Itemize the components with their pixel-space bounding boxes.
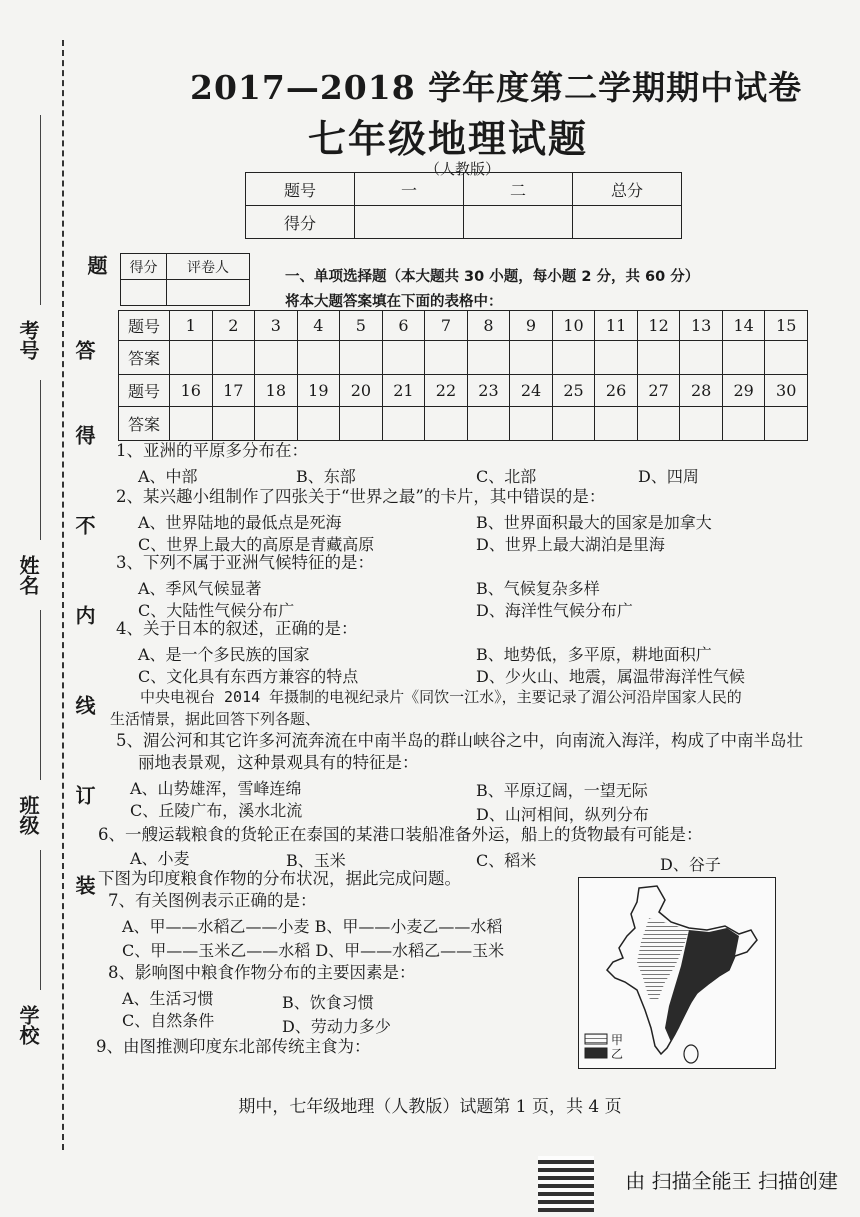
score-table-cell[interactable] — [355, 206, 464, 239]
grid-qnum: 16 — [170, 375, 213, 407]
school-label: 学校 — [16, 1005, 40, 1045]
grid-qnum: 17 — [212, 375, 255, 407]
answer-grid-qlabel: 题号 — [119, 375, 170, 407]
answer-cell[interactable] — [510, 407, 553, 441]
question-7-options-ab[interactable]: A、甲——水稻乙——小麦 B、甲——小麦乙——水稻 — [122, 917, 503, 936]
question-6-option-b[interactable]: B、玉米 — [286, 851, 346, 870]
seal-char-ding: 订 — [72, 785, 96, 805]
answer-cell[interactable] — [255, 341, 298, 375]
answer-cell[interactable] — [637, 407, 680, 441]
question-8-option-c[interactable]: C、自然条件 — [122, 1011, 215, 1030]
answer-cell[interactable] — [680, 341, 723, 375]
question-8-option-b[interactable]: B、饮食习惯 — [282, 993, 374, 1012]
sri-lanka-outline — [684, 1045, 698, 1063]
answer-grid — [118, 310, 808, 441]
grid-qnum: 6 — [382, 311, 425, 341]
grid-qnum: 9 — [510, 311, 553, 341]
question-1-option-b[interactable]: B、东部 — [296, 467, 356, 486]
qr-code-icon — [538, 1156, 594, 1212]
answer-cell[interactable] — [382, 407, 425, 441]
grid-qnum: 19 — [297, 375, 340, 407]
question-8-option-a[interactable]: A、生活习惯 — [122, 989, 214, 1008]
question-3-stem: 3、下列不属于亚洲气候特征的是： — [116, 553, 374, 572]
scanner-watermark: 由 扫描全能王 扫描创建 — [625, 1169, 838, 1193]
answer-cell[interactable] — [680, 407, 723, 441]
question-7-stem: 7、有关图例表示正确的是： — [108, 891, 317, 910]
seal-char-ti: 题 — [84, 255, 108, 275]
question-1-stem: 1、亚洲的平原多分布在： — [116, 441, 308, 460]
grid-qnum: 25 — [552, 375, 595, 407]
question-2-option-c[interactable]: C、世界上最大的高原是青藏高原 — [138, 535, 375, 554]
seal-char-de: 得 — [72, 425, 96, 445]
grid-qnum: 21 — [382, 375, 425, 407]
answer-grid-alabel: 答案 — [119, 341, 170, 375]
name-line — [40, 380, 41, 540]
question-9-stem: 9、由图推测印度东北部传统主食为： — [96, 1037, 371, 1056]
answer-cell[interactable] — [722, 341, 765, 375]
question-6-option-c[interactable]: C、稻米 — [476, 851, 537, 870]
question-5-option-b[interactable]: B、平原辽阔，一望无际 — [476, 781, 648, 800]
answer-cell[interactable] — [765, 341, 808, 375]
grid-qnum: 14 — [722, 311, 765, 341]
school-line — [40, 850, 41, 990]
section1-heading: 一、单项选择题（本大题共 30 小题，每小题 2 分，共 60 分） — [285, 269, 700, 285]
legend-label-jia: 甲 — [611, 1033, 624, 1047]
question-4-option-b[interactable]: B、地势低，多平原，耕地面积广 — [476, 645, 712, 664]
legend-swatch-yi — [585, 1048, 607, 1058]
question-7-options-cd[interactable]: C、甲——玉米乙——水稻 D、甲——水稻乙——玉米 — [122, 941, 505, 960]
answer-cell[interactable] — [510, 341, 553, 375]
seal-char-nei: 内 — [72, 605, 96, 625]
grid-qnum: 10 — [552, 311, 595, 341]
answer-cell[interactable] — [297, 407, 340, 441]
answer-cell[interactable] — [467, 407, 510, 441]
answer-cell[interactable] — [170, 341, 213, 375]
grid-qnum: 22 — [425, 375, 468, 407]
grader-name-cell[interactable] — [167, 280, 250, 306]
india-crop-map — [578, 877, 776, 1069]
answer-cell[interactable] — [722, 407, 765, 441]
grader-name-label: 评卷人 — [167, 254, 250, 280]
grid-qnum: 28 — [680, 375, 723, 407]
grid-qnum: 8 — [467, 311, 510, 341]
legend-label-yi: 乙 — [611, 1047, 624, 1061]
passage-1-line-1: 中央电视台 2014 年摄制的电视纪录片《同饮一江水》，主要记录了湄公河沿岸国家人民的 — [140, 688, 742, 706]
grid-qnum: 24 — [510, 375, 553, 407]
question-3-option-b[interactable]: B、气候复杂多样 — [476, 579, 600, 598]
answer-cell[interactable] — [297, 341, 340, 375]
question-2-option-a[interactable]: A、世界陆地的最低点是死海 — [138, 513, 342, 532]
question-1-option-d[interactable]: D、四周 — [638, 467, 699, 486]
grid-qnum: 11 — [595, 311, 638, 341]
answer-cell[interactable] — [552, 407, 595, 441]
score-table-header-cell: 二 — [464, 173, 573, 206]
question-2-option-d[interactable]: D、世界上最大湖泊是里海 — [476, 535, 665, 554]
class-label: 班级 — [16, 795, 40, 835]
grid-qnum: 23 — [467, 375, 510, 407]
grid-qnum: 7 — [425, 311, 468, 341]
question-2-stem: 2、某兴趣小组制作了四张关于“世界之最”的卡片，其中错误的是： — [116, 487, 606, 506]
answer-grid-alabel: 答案 — [119, 407, 170, 441]
question-3-option-a[interactable]: A、季风气候显著 — [138, 579, 262, 598]
seal-char-zhuang: 装 — [72, 875, 96, 895]
question-5-option-d[interactable]: D、山河相间，纵列分布 — [476, 805, 649, 824]
score-table — [245, 172, 682, 239]
question-2-option-b[interactable]: B、世界面积最大的国家是加拿大 — [476, 513, 712, 532]
question-5-option-c[interactable]: C、丘陵广布，溪水北流 — [130, 801, 303, 820]
question-5-stem-line-1: 5、湄公河和其它许多河流奔流在中南半岛的群山峡谷之中，向南流入海洋，构成了中南半岛壮 — [116, 731, 803, 750]
grid-qnum: 20 — [340, 375, 383, 407]
answer-cell[interactable] — [212, 407, 255, 441]
class-line — [40, 610, 41, 780]
score-table-cell[interactable] — [573, 206, 682, 239]
binding-dashed-line — [62, 40, 64, 1150]
question-6-option-a[interactable]: A、小麦 — [130, 849, 190, 868]
question-5-option-a[interactable]: A、山势雄浑，雪峰连绵 — [130, 779, 302, 798]
question-1-option-c[interactable]: C、北部 — [476, 467, 537, 486]
question-4-option-a[interactable]: A、是一个多民族的国家 — [138, 645, 310, 664]
grid-qnum: 29 — [722, 375, 765, 407]
passage-2: 下图为印度粮食作物的分布状况，据此完成问题。 — [98, 869, 461, 888]
answer-cell[interactable] — [255, 407, 298, 441]
edition-label: （人教版） — [425, 160, 501, 178]
exam-number-line — [40, 115, 41, 305]
grid-qnum: 1 — [170, 311, 213, 341]
answer-cell[interactable] — [595, 407, 638, 441]
grid-qnum: 12 — [637, 311, 680, 341]
answer-cell[interactable] — [340, 407, 383, 441]
grid-qnum: 5 — [340, 311, 383, 341]
question-4-option-c[interactable]: C、文化具有东西方兼容的特点 — [138, 667, 359, 686]
answer-cell[interactable] — [170, 407, 213, 441]
answer-cell[interactable] — [765, 407, 808, 441]
answer-cell[interactable] — [382, 341, 425, 375]
question-5-stem-line-2: 丽地表景观，这种景观具有的特征是： — [138, 753, 419, 772]
grader-table — [120, 253, 250, 306]
question-6-option-d[interactable]: D、谷子 — [660, 855, 721, 874]
answer-cell[interactable] — [552, 341, 595, 375]
passage-1-line-2: 生活情景，据此回答下列各题、 — [110, 710, 321, 728]
question-1-option-a[interactable]: A、中部 — [138, 467, 198, 486]
question-4-option-d[interactable]: D、少火山、地震，属温带海洋性气候 — [476, 667, 745, 686]
score-table-header-cell: 一 — [355, 173, 464, 206]
exam-subtitle: 七年级地理试题 — [308, 116, 589, 161]
seal-char-bu: 不 — [72, 515, 96, 535]
grid-qnum: 15 — [765, 311, 808, 341]
grid-qnum: 2 — [212, 311, 255, 341]
answer-cell[interactable] — [212, 341, 255, 375]
grid-qnum: 13 — [680, 311, 723, 341]
legend-swatch-jia — [585, 1034, 607, 1044]
page-footer: 期中，七年级地理（人教版）试题第 1 页，共 4 页 — [238, 1097, 622, 1117]
answer-cell[interactable] — [425, 341, 468, 375]
grid-qnum: 26 — [595, 375, 638, 407]
answer-cell[interactable] — [467, 341, 510, 375]
score-table-cell[interactable] — [464, 206, 573, 239]
question-8-stem: 8、影响图中粮食作物分布的主要因素是： — [108, 963, 416, 982]
question-3-option-c[interactable]: C、大陆性气候分布广 — [138, 601, 295, 620]
question-6-stem: 6、一艘运载粮食的货轮正在泰国的某港口装船准备外运，船上的货物最有可能是： — [98, 825, 703, 844]
question-4-stem: 4、关于日本的叙述，正确的是： — [116, 619, 358, 638]
grader-score-label: 得分 — [121, 254, 167, 280]
grid-qnum: 3 — [255, 311, 298, 341]
answer-cell[interactable] — [637, 341, 680, 375]
grid-qnum: 30 — [765, 375, 808, 407]
grid-qnum: 4 — [297, 311, 340, 341]
grid-qnum: 18 — [255, 375, 298, 407]
exam-number-label: 考号 — [16, 320, 40, 360]
answer-cell[interactable] — [340, 341, 383, 375]
seal-char-xian: 线 — [72, 695, 96, 715]
score-table-header-cell: 题号 — [246, 173, 355, 206]
answer-cell[interactable] — [425, 407, 468, 441]
grid-qnum: 27 — [637, 375, 680, 407]
india-map-graphic — [579, 878, 775, 1068]
answer-grid-qlabel: 题号 — [119, 311, 170, 341]
answer-cell[interactable] — [595, 341, 638, 375]
score-table-cell: 得分 — [246, 206, 355, 239]
exam-title: 2017—2018 学年度第二学期期中试卷 — [190, 68, 803, 107]
section1-instruction: 将本大题答案填在下面的表格中： — [285, 294, 503, 310]
grader-score-cell[interactable] — [121, 280, 167, 306]
question-8-option-d[interactable]: D、劳动力多少 — [282, 1017, 391, 1036]
seal-char-da: 答 — [72, 340, 96, 360]
score-table-header-cell: 总分 — [573, 173, 682, 206]
question-3-option-d[interactable]: D、海洋性气候分布广 — [476, 601, 633, 620]
name-label: 姓名 — [16, 555, 40, 595]
